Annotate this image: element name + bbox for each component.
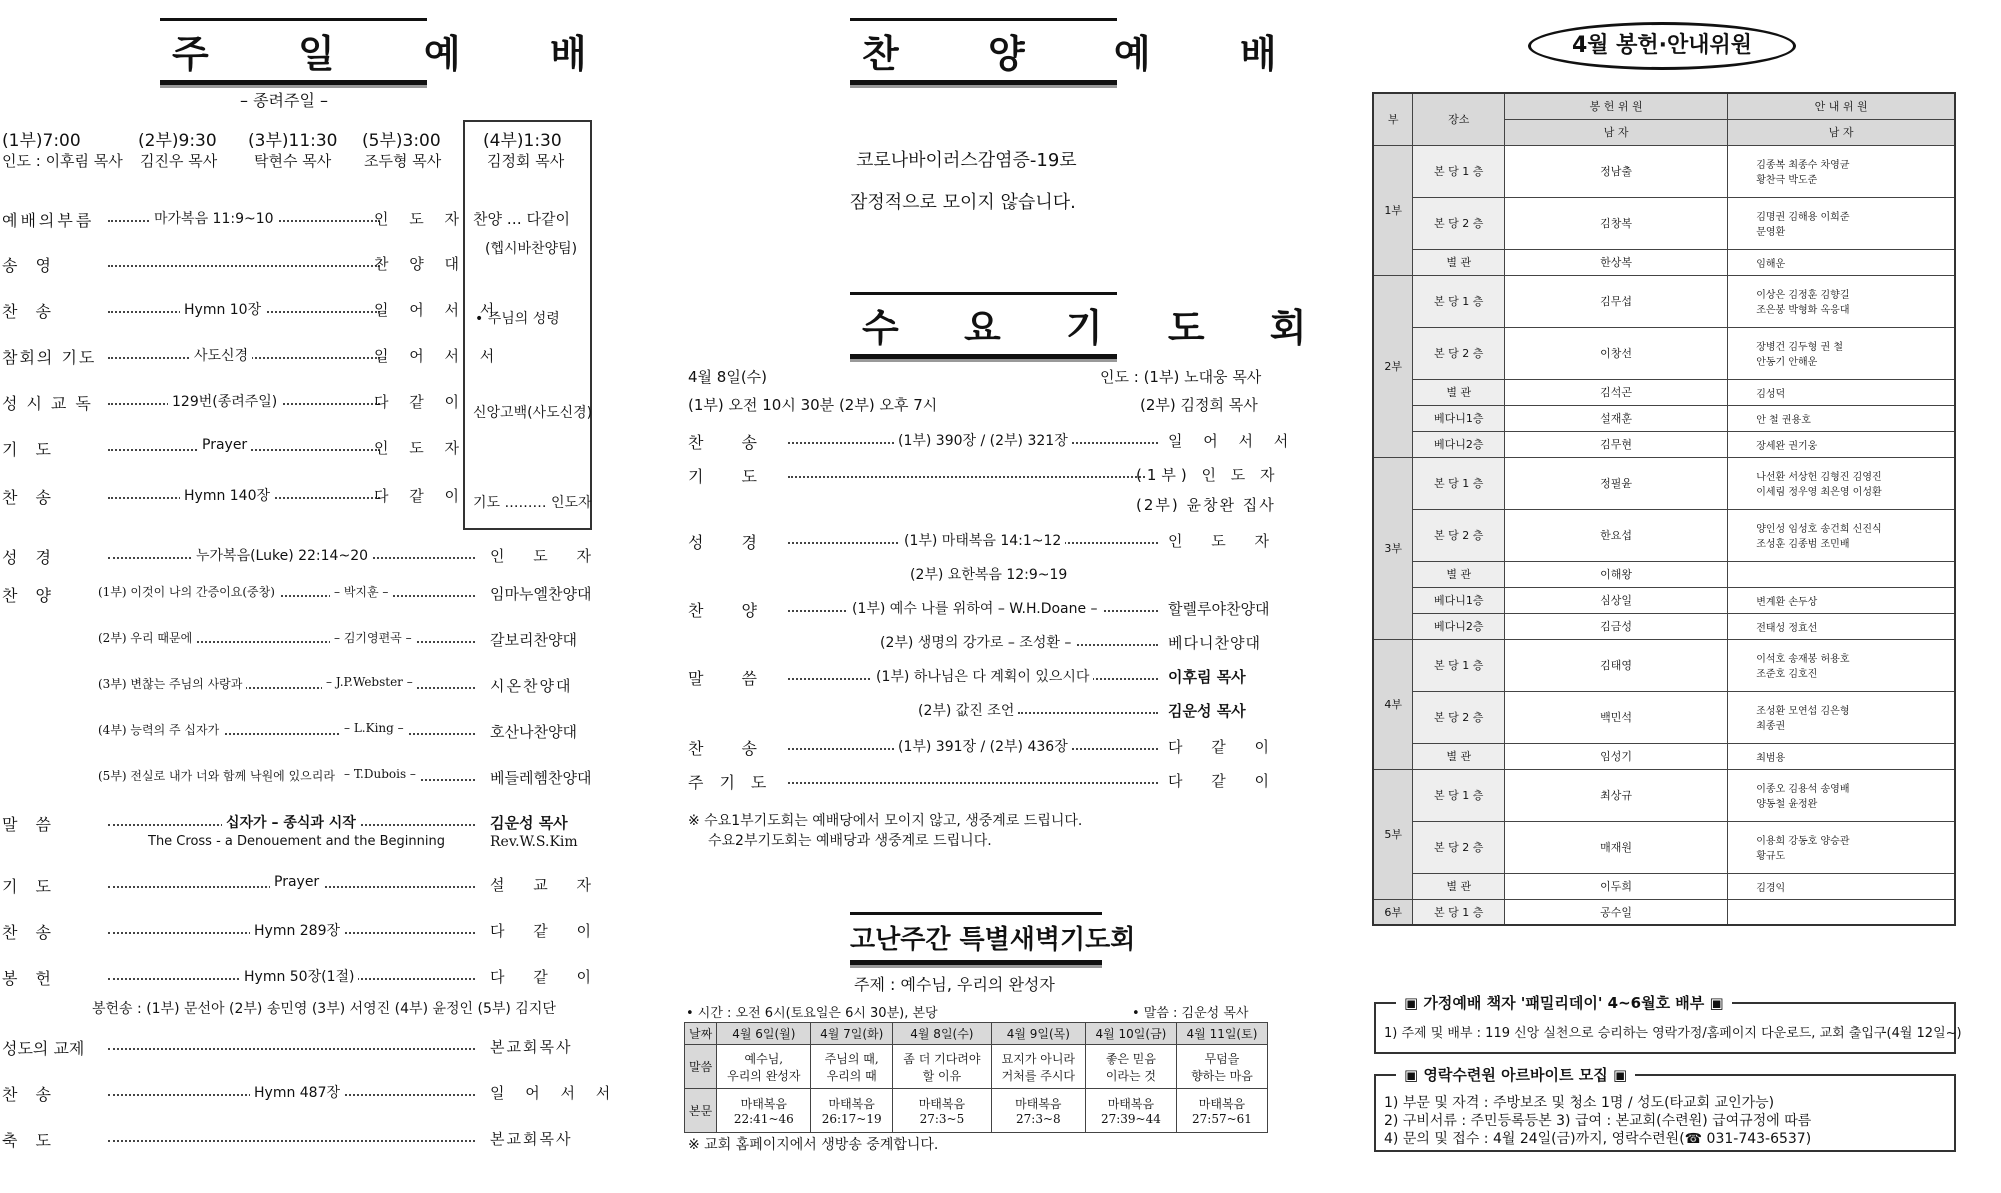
guide-member-cell: 이용희 강동호 양승관 황규도 bbox=[1728, 821, 1955, 873]
order-row bbox=[0, 874, 604, 896]
order-label: 찬양 bbox=[2, 586, 69, 605]
sunday-title: 주 일 예 배 bbox=[160, 18, 427, 85]
guide-member-cell: 최범용 bbox=[1728, 743, 1955, 769]
order-row bbox=[680, 666, 1270, 686]
table-row bbox=[1373, 873, 1955, 899]
box4-praise: 찬양 … 다같이 bbox=[473, 210, 570, 228]
table-row bbox=[1373, 587, 1955, 613]
notice-title: ▣ 가정예배 책자 '패밀리데이' 4~6월호 배부 ▣ bbox=[1396, 992, 1732, 1013]
order-composer: – J.P.Webster – bbox=[322, 675, 417, 689]
order-performer: 일 어 서 서 bbox=[1168, 432, 1297, 450]
order-item: (1부) 마태복음 14:1~12 bbox=[900, 530, 1065, 550]
offer-member-cell: 매재원 bbox=[1505, 821, 1728, 873]
wednesday-leader-1: 인도 : (1부) 노대웅 목사 bbox=[1100, 368, 1262, 386]
guide-member-cell bbox=[1728, 561, 1955, 587]
guide-member-cell: 안 철 권용호 bbox=[1728, 405, 1955, 431]
order-performer: 본교회목사 bbox=[490, 1130, 573, 1148]
wednesday-time: (1부) 오전 10시 30분 (2부) 오후 7시 bbox=[688, 396, 938, 414]
order-label: 말씀 bbox=[688, 669, 795, 688]
order-row bbox=[0, 437, 468, 459]
service-leader-1: 인도 : 이후림 목사 bbox=[2, 152, 123, 170]
table-row bbox=[1373, 457, 1955, 509]
header-cell: 부 bbox=[1373, 93, 1413, 145]
sunday-worship-section bbox=[0, 0, 625, 1193]
order-row bbox=[0, 1082, 619, 1104]
table-cell: 마태복음 22:41~46 bbox=[717, 1089, 811, 1133]
service-time-2: (2부)9:30 bbox=[138, 131, 217, 151]
order-performer: 갈보리찬양대 bbox=[490, 631, 577, 649]
order-label: 주기도 bbox=[688, 773, 783, 792]
box4-hymn: • 주님의 성령 bbox=[475, 311, 560, 327]
order-performer: 일 어 서 서 bbox=[374, 347, 503, 365]
order-performer: 호산나찬양대 bbox=[490, 723, 577, 741]
service-leader-2: 김진우 목사 bbox=[140, 152, 218, 170]
order-performer: 설 교 자 bbox=[490, 876, 604, 894]
order-label: 성도의 교제 bbox=[2, 1039, 85, 1058]
guide-member-cell: 임해운 bbox=[1728, 249, 1955, 275]
header-cell: 4월 8일(수) bbox=[892, 1023, 991, 1045]
offering-songs: 봉헌송 : (1부) 문선아 (2부) 송민영 (3부) 서영진 (4부) 윤정인 (5부) 김지단 bbox=[92, 1001, 556, 1017]
order-performer: (2부) 윤창완 집사 bbox=[1136, 496, 1276, 514]
offer-member-cell: 백민석 bbox=[1505, 691, 1728, 743]
preacher-english: Rev.W.S.Kim bbox=[490, 834, 578, 850]
retreat-job-notice bbox=[1374, 1066, 1956, 1152]
table-row bbox=[685, 1045, 1268, 1089]
order-performer: 다 같 이 bbox=[1168, 738, 1282, 756]
order-label: 찬양 bbox=[688, 601, 795, 620]
order-row bbox=[0, 1036, 590, 1056]
order-row bbox=[680, 770, 1282, 792]
guide-member-cell: 조성환 모연섭 김은형 최종권 bbox=[1728, 691, 1955, 743]
dot-leader bbox=[1018, 712, 1158, 714]
row-label: 본문 bbox=[685, 1089, 717, 1133]
table-cell: 묘지가 아니라 거처를 주시다 bbox=[991, 1045, 1085, 1089]
place-cell: 본 당 1 층 bbox=[1413, 899, 1505, 925]
order-item: Hymn 140장 bbox=[180, 485, 274, 505]
order-performer: 다 같 이 bbox=[374, 393, 468, 411]
table-row bbox=[1373, 639, 1955, 691]
table-row bbox=[1373, 197, 1955, 249]
order-row bbox=[680, 494, 1276, 514]
order-label: 기도 bbox=[688, 467, 795, 486]
order-composer: – 김기영편곡 – bbox=[330, 629, 416, 646]
order-row bbox=[0, 583, 590, 603]
order-item: Hymn 50장(1절) bbox=[240, 966, 358, 986]
order-item: (2부) 생명의 강가로 – 조성환 – bbox=[876, 632, 1075, 652]
notice-line: 4) 문의 및 접수 : 4월 24일(금)까지, 영락수련원(☎ 031-743-6537) bbox=[1384, 1131, 1812, 1147]
service-cell: 1부 bbox=[1373, 145, 1413, 275]
order-row bbox=[0, 545, 604, 567]
order-label: 찬송 bbox=[2, 1085, 69, 1104]
order-item: (1부) 390장 / (2부) 321장 bbox=[894, 430, 1072, 450]
place-cell: 본 당 2 층 bbox=[1413, 691, 1505, 743]
table-row bbox=[1373, 145, 1955, 197]
place-cell: 본 당 1 층 bbox=[1413, 639, 1505, 691]
guide-member-cell bbox=[1728, 899, 1955, 925]
offer-member-cell: 최상규 bbox=[1505, 769, 1728, 821]
table-cell: 주님의 때, 우리의 때 bbox=[811, 1045, 893, 1089]
order-item: (2부) 우리 때문에 bbox=[94, 629, 196, 646]
offer-member-cell: 김창복 bbox=[1505, 197, 1728, 249]
order-label: 성경 bbox=[2, 548, 69, 567]
order-row bbox=[0, 253, 468, 275]
order-row bbox=[680, 430, 1297, 452]
offer-member-cell: 이창선 bbox=[1505, 327, 1728, 379]
praise-title: 찬 양 예 배 bbox=[850, 18, 1117, 85]
service-cell: 6부 bbox=[1373, 899, 1413, 925]
praise-notice-2: 잠정적으로 모이지 않습니다. bbox=[850, 192, 1076, 213]
order-label: 말씀 bbox=[2, 815, 69, 834]
preacher: 김운성 목사 bbox=[490, 814, 568, 832]
order-label: 예배의부름 bbox=[2, 211, 95, 230]
order-performer: 인 도 자 bbox=[374, 439, 468, 457]
guide-member-cell: 이석호 송재봉 허용호 조준호 김호진 bbox=[1728, 639, 1955, 691]
order-item: Hymn 289장 bbox=[250, 920, 344, 940]
order-performer: 찬 양 대 bbox=[374, 255, 468, 273]
place-cell: 본 당 2 층 bbox=[1413, 509, 1505, 561]
header-cell: 4월 7일(화) bbox=[811, 1023, 893, 1045]
offer-member-cell: 정남출 bbox=[1505, 145, 1728, 197]
offer-member-cell: 한상복 bbox=[1505, 249, 1728, 275]
order-performer: (1부) 인 도 자 bbox=[1136, 466, 1280, 484]
dawn-theme: 주제 : 예수님, 우리의 완성자 bbox=[854, 975, 1055, 994]
order-item: Hymn 487장 bbox=[250, 1082, 344, 1102]
order-label: 찬송 bbox=[2, 923, 69, 942]
notice-line: 2) 구비서류 : 주민등록등본 3) 급여 : 본교회(수련원) 급여규정에 따름 bbox=[1384, 1113, 1812, 1129]
offer-member-cell: 김태영 bbox=[1505, 639, 1728, 691]
order-row bbox=[680, 632, 1270, 652]
table-cell: 마태복음 27:3~8 bbox=[991, 1089, 1085, 1133]
guide-member-cell: 이종오 김용석 송영배 양동철 윤정완 bbox=[1728, 769, 1955, 821]
place-cell: 본 당 1 층 bbox=[1413, 145, 1505, 197]
order-item: (4부) 능력의 주 십자가 bbox=[94, 721, 223, 738]
sermon-title: 십자가 – 종식과 시작 bbox=[222, 812, 360, 832]
table-row bbox=[1373, 821, 1955, 873]
header-cell: 4월 6일(월) bbox=[717, 1023, 811, 1045]
order-row bbox=[680, 530, 1282, 552]
offer-member-cell: 한요섭 bbox=[1505, 509, 1728, 561]
order-composer: – 박지훈 – bbox=[330, 583, 392, 600]
order-row bbox=[0, 920, 604, 942]
guide-member-cell: 김종복 최종수 차영균 황찬극 박도준 bbox=[1728, 145, 1955, 197]
header-cell: 남 자 bbox=[1728, 119, 1955, 145]
offer-member-cell: 김무섭 bbox=[1505, 275, 1728, 327]
place-cell: 본 당 2 층 bbox=[1413, 327, 1505, 379]
order-performer: 다 같 이 bbox=[374, 487, 468, 505]
order-row bbox=[0, 208, 468, 230]
wednesday-note-2: 수요2부기도회는 예배당과 생중계로 드립니다. bbox=[708, 833, 992, 849]
service-leader-3: 탁현수 목사 bbox=[254, 152, 332, 170]
order-item: Prayer bbox=[270, 874, 323, 890]
offer-member-cell: 이두희 bbox=[1505, 873, 1728, 899]
order-label: 찬송 bbox=[688, 739, 795, 758]
table-header-row bbox=[1373, 93, 1955, 119]
table-row bbox=[1373, 769, 1955, 821]
service-cell: 2부 bbox=[1373, 275, 1413, 457]
order-item: Prayer bbox=[198, 437, 251, 453]
committee-table bbox=[1372, 92, 1956, 926]
guide-member-cell: 김명권 김해용 이희준 문영환 bbox=[1728, 197, 1955, 249]
order-label: 찬송 bbox=[688, 433, 795, 452]
service-time-1: (1부)7:00 bbox=[2, 131, 81, 151]
notice-title: ▣ 영락수련원 아르바이트 모집 ▣ bbox=[1396, 1064, 1635, 1085]
order-row bbox=[680, 598, 1270, 618]
place-cell: 본 당 1 층 bbox=[1413, 769, 1505, 821]
family-day-notice bbox=[1374, 994, 1962, 1054]
order-item: 사도신경 bbox=[190, 345, 252, 365]
table-row bbox=[1373, 275, 1955, 327]
dawn-title: 고난주간 특별새벽기도회 bbox=[850, 912, 1102, 965]
place-cell: 별 관 bbox=[1413, 561, 1505, 587]
table-cell: 마태복음 27:3~5 bbox=[892, 1089, 991, 1133]
dawn-time: • 시간 : 오전 6시(토요일은 6시 30분), 본당 bbox=[686, 1006, 938, 1021]
guide-member-cell: 이상은 김정훈 김향길 조은봉 박형화 옥응대 bbox=[1728, 275, 1955, 327]
order-performer: 베들레헴찬양대 bbox=[490, 769, 592, 787]
order-row bbox=[680, 464, 1280, 486]
order-composer: – L.King – bbox=[340, 721, 408, 735]
order-row bbox=[680, 736, 1282, 758]
place-cell: 베다니2층 bbox=[1413, 613, 1505, 639]
guide-member-cell: 김경익 bbox=[1728, 873, 1955, 899]
offer-member-cell: 김무현 bbox=[1505, 431, 1728, 457]
table-row bbox=[1373, 691, 1955, 743]
committee-title: 4월 봉헌·안내위원 bbox=[1528, 22, 1796, 70]
service-leader-5: 조두형 목사 bbox=[364, 152, 442, 170]
order-item: (1부) 하나님은 다 계획이 있으시다 bbox=[872, 666, 1093, 686]
order-item: 마가복음 11:9~10 bbox=[150, 208, 278, 228]
table-cell: 무덤을 향하는 마음 bbox=[1176, 1045, 1267, 1089]
order-performer: 인 도 자 bbox=[490, 547, 604, 565]
offer-member-cell: 설재훈 bbox=[1505, 405, 1728, 431]
order-performer: 일 어 서 서 bbox=[374, 301, 503, 319]
order-performer: 다 같 이 bbox=[490, 922, 604, 940]
header-cell: 안 내 위 원 bbox=[1728, 93, 1955, 119]
order-performer: 할렐루야찬양대 bbox=[1168, 600, 1270, 618]
order-label: 찬송 bbox=[2, 302, 69, 321]
order-row bbox=[680, 564, 1270, 584]
table-row bbox=[685, 1089, 1268, 1133]
order-row bbox=[0, 629, 590, 649]
order-performer: 인 도 자 bbox=[1168, 532, 1282, 550]
table-cell: 마태복음 27:39~44 bbox=[1085, 1089, 1176, 1133]
order-item: (3부) 변찮는 주님의 사랑과 bbox=[94, 675, 246, 692]
order-label: 성경 bbox=[688, 533, 795, 552]
dot-leader bbox=[788, 476, 1145, 478]
order-performer: 일 어 서 서 bbox=[490, 1084, 619, 1102]
order-item: 129번(종려주일) bbox=[168, 391, 281, 411]
wednesday-note-1: ※ 수요1부기도회는 예배당에서 모이지 않고, 생중계로 드립니다. bbox=[688, 813, 1083, 829]
order-performer: 임마누엘찬양대 bbox=[490, 585, 592, 603]
order-label: 기도 bbox=[2, 877, 69, 896]
offer-member-cell: 심상일 bbox=[1505, 587, 1728, 613]
order-label: 송영 bbox=[2, 256, 69, 275]
notice-line: 1) 주제 및 배부 : 119 신앙 실천으로 승리하는 영락가정/홈페이지 다운로드, 교회 출입구(4월 12일~) bbox=[1384, 1026, 1962, 1041]
place-cell: 별 관 bbox=[1413, 743, 1505, 769]
service-cell: 4부 bbox=[1373, 639, 1413, 769]
order-label: 참회의 기도 bbox=[2, 348, 97, 367]
order-label: 축도 bbox=[2, 1131, 69, 1150]
middle-section bbox=[680, 0, 1333, 1193]
table-row bbox=[1373, 509, 1955, 561]
place-cell: 본 당 2 층 bbox=[1413, 197, 1505, 249]
order-row bbox=[0, 1128, 590, 1148]
table-cell: 좀 더 기다려야 할 이유 bbox=[892, 1045, 991, 1089]
guide-member-cell: 변계환 손두상 bbox=[1728, 587, 1955, 613]
order-item: Hymn 10장 bbox=[180, 299, 265, 319]
place-cell: 베다니1층 bbox=[1413, 587, 1505, 613]
box4-team: (헵시바찬양팀) bbox=[485, 241, 578, 257]
place-cell: 별 관 bbox=[1413, 379, 1505, 405]
box4-creed: 신앙고백(사도신경) bbox=[473, 405, 593, 421]
order-row bbox=[0, 966, 604, 988]
header-cell: 4월 11일(토) bbox=[1176, 1023, 1267, 1045]
table-row bbox=[1373, 613, 1955, 639]
order-row bbox=[0, 812, 590, 832]
notice-line: 1) 부문 및 자격 : 주방보조 및 청소 1명 / 성도(타교회 교인가능) bbox=[1384, 1095, 1775, 1111]
table-cell: 마태복음 26:17~19 bbox=[811, 1089, 893, 1133]
service-cell: 3부 bbox=[1373, 457, 1413, 639]
header-cell: 4월 10일(금) bbox=[1085, 1023, 1176, 1045]
place-cell: 별 관 bbox=[1413, 249, 1505, 275]
service-cell: 5부 bbox=[1373, 769, 1413, 899]
dawn-preacher: • 말씀 : 김운성 목사 bbox=[1132, 1006, 1249, 1021]
order-item: (1부) 이것이 나의 간증이요(중창) bbox=[94, 583, 279, 600]
box4-prayer: 기도 ……… 인도자 bbox=[473, 495, 592, 511]
table-row bbox=[1373, 431, 1955, 457]
committee-table-body bbox=[1373, 145, 1955, 925]
offer-member-cell: 김석곤 bbox=[1505, 379, 1728, 405]
order-row bbox=[0, 299, 503, 321]
wednesday-title: 수 요 기 도 회 bbox=[850, 292, 1117, 359]
order-performer: 인 도 자 bbox=[374, 210, 468, 228]
place-cell: 본 당 2 층 bbox=[1413, 821, 1505, 873]
guide-member-cell: 장병건 김두형 권 철 안동기 안해운 bbox=[1728, 327, 1955, 379]
order-label: 봉헌 bbox=[2, 969, 69, 988]
order-label: 찬송 bbox=[2, 488, 69, 507]
order-item: (5부) 전실로 내가 너와 함께 낙원에 있으리라 bbox=[94, 767, 339, 784]
order-performer: 베다니찬양대 bbox=[1168, 634, 1261, 652]
table-header-row bbox=[685, 1023, 1268, 1045]
table-row bbox=[1373, 249, 1955, 275]
order-composer: – T.Dubois – bbox=[340, 767, 420, 781]
dot-leader bbox=[108, 1140, 475, 1142]
sunday-subtitle: – 종려주일 – bbox=[240, 91, 328, 110]
offer-member-cell: 정필윤 bbox=[1505, 457, 1728, 509]
header-cell: 장소 bbox=[1413, 93, 1505, 145]
order-item: (2부) 값진 조언 bbox=[914, 700, 1018, 720]
order-performer: 다 같 이 bbox=[1168, 772, 1282, 790]
dot-leader bbox=[788, 782, 1158, 784]
table-row bbox=[1373, 743, 1955, 769]
order-performer: 다 같 이 bbox=[490, 968, 604, 986]
order-item: (1부) 391장 / (2부) 436장 bbox=[894, 736, 1072, 756]
guide-member-cell: 전태성 정효선 bbox=[1728, 613, 1955, 639]
order-row bbox=[0, 675, 590, 695]
wednesday-leader-2: (2부) 김정희 목사 bbox=[1140, 396, 1258, 414]
order-row bbox=[0, 721, 590, 741]
offer-member-cell: 공수일 bbox=[1505, 899, 1728, 925]
committee-section bbox=[1370, 0, 1960, 1193]
order-row bbox=[0, 767, 590, 787]
table-row bbox=[1373, 405, 1955, 431]
order-item: 누가복음(Luke) 22:14~20 bbox=[192, 545, 372, 565]
fourth-service-box bbox=[463, 120, 592, 530]
dot-leader bbox=[108, 1048, 475, 1050]
header-cell: 날짜 bbox=[685, 1023, 717, 1045]
place-cell: 베다니1층 bbox=[1413, 405, 1505, 431]
order-performer: 시온찬양대 bbox=[490, 677, 573, 695]
header-cell: 4월 9일(목) bbox=[991, 1023, 1085, 1045]
order-label: 기도 bbox=[2, 440, 69, 459]
offer-member-cell: 이해왕 bbox=[1505, 561, 1728, 587]
sermon-english-title: The Cross - a Denouement and the Beginning bbox=[148, 834, 445, 849]
guide-member-cell: 김성덕 bbox=[1728, 379, 1955, 405]
preacher: 이후림 목사 bbox=[1168, 668, 1246, 686]
praise-notice-1: 코로나바이러스감염증-19로 bbox=[856, 150, 1077, 171]
order-row bbox=[0, 391, 468, 413]
order-row bbox=[0, 345, 503, 367]
order-label: 성시교독 bbox=[2, 394, 100, 413]
place-cell: 베다니2층 bbox=[1413, 431, 1505, 457]
wednesday-date: 4월 8일(수) bbox=[688, 368, 768, 386]
place-cell: 본 당 1 층 bbox=[1413, 275, 1505, 327]
table-row bbox=[1373, 899, 1955, 925]
preacher: 김운성 목사 bbox=[1168, 702, 1246, 720]
order-row bbox=[0, 485, 468, 507]
table-cell: 예수님, 우리의 완성자 bbox=[717, 1045, 811, 1089]
guide-member-cell: 양인성 임성호 송건희 신진식 조성훈 김종범 조민배 bbox=[1728, 509, 1955, 561]
service-leader-4: 김정회 목사 bbox=[487, 152, 565, 170]
table-row bbox=[1373, 379, 1955, 405]
order-item: (2부) 요한복음 12:9~19 bbox=[906, 564, 1071, 584]
service-time-5: (5부)3:00 bbox=[362, 131, 441, 151]
place-cell: 별 관 bbox=[1413, 873, 1505, 899]
table-row bbox=[1373, 561, 1955, 587]
service-time-3: (3부)11:30 bbox=[248, 131, 338, 151]
header-cell: 봉 헌 위 원 bbox=[1505, 93, 1728, 119]
dawn-note: ※ 교회 홈페이지에서 생방송 중계합니다. bbox=[688, 1137, 939, 1153]
table-cell: 좋은 믿음 이라는 것 bbox=[1085, 1045, 1176, 1089]
guide-member-cell: 장세완 권기웅 bbox=[1728, 431, 1955, 457]
order-performer: 본교회목사 bbox=[490, 1038, 573, 1056]
dot-leader bbox=[108, 265, 380, 267]
offer-member-cell: 김금성 bbox=[1505, 613, 1728, 639]
table-row bbox=[1373, 327, 1955, 379]
table-cell: 마태복음 27:57~61 bbox=[1176, 1089, 1267, 1133]
row-label: 말씀 bbox=[685, 1045, 717, 1089]
place-cell: 본 당 1 층 bbox=[1413, 457, 1505, 509]
service-time-4: (4부)1:30 bbox=[483, 131, 562, 151]
offer-member-cell: 임성기 bbox=[1505, 743, 1728, 769]
guide-member-cell: 나선환 서상헌 김형진 김영진 이세림 정우영 최은영 이성환 bbox=[1728, 457, 1955, 509]
header-cell: 남 자 bbox=[1505, 119, 1728, 145]
dawn-schedule-table bbox=[684, 1022, 1268, 1133]
order-row bbox=[680, 700, 1270, 720]
order-item: (1부) 예수 나를 위하여 – W.H.Doane – bbox=[848, 598, 1102, 618]
